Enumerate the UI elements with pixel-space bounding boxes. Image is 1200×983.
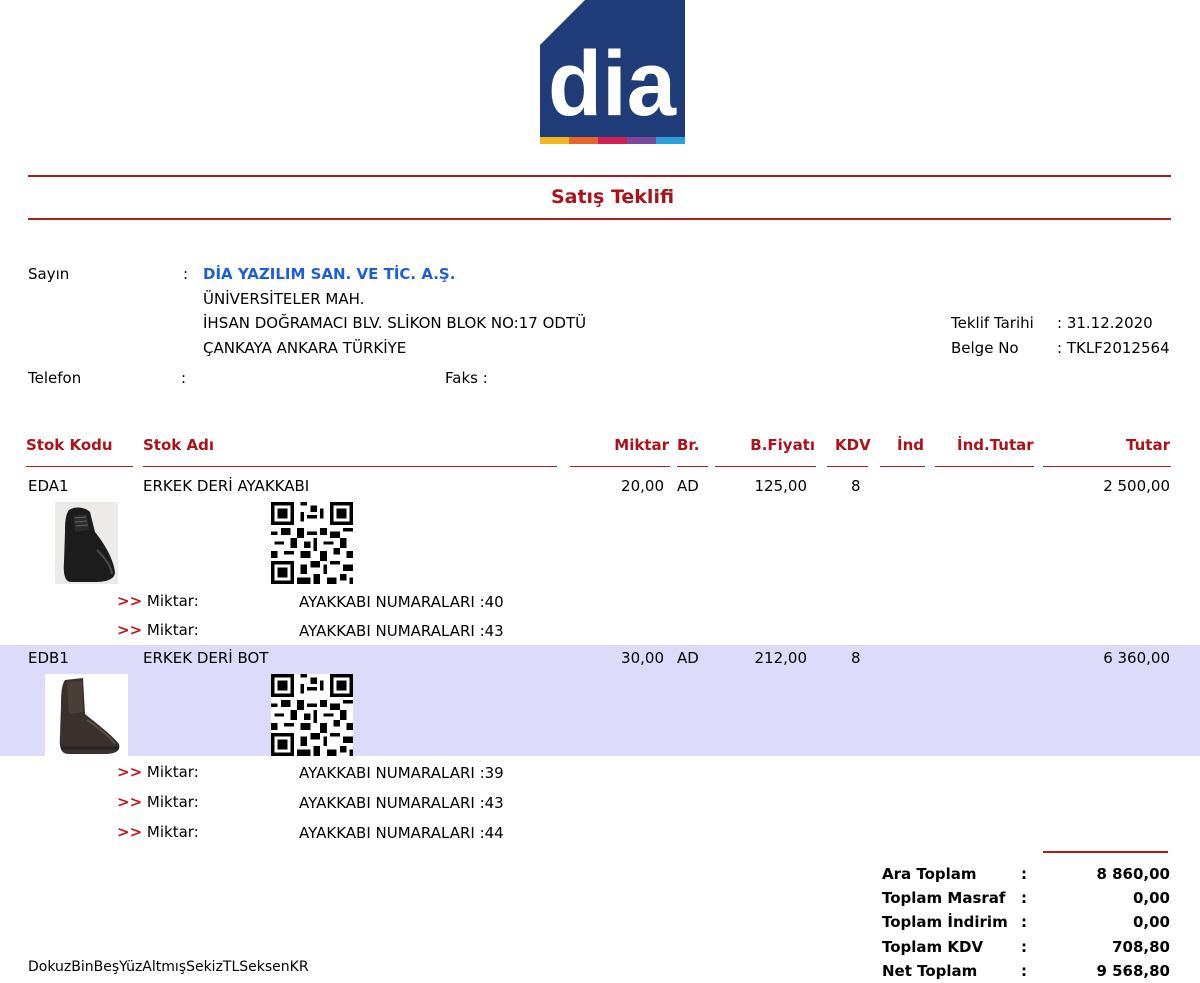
detail-text: AYAKKABI NUMARALARI :43 [299,622,504,640]
docno-label: Belge No [951,339,1019,357]
header-underline [570,466,670,467]
detail-line [117,823,199,841]
detail-arrow-icon: >> [117,592,143,610]
logo-text: dia [548,33,677,135]
row-unit-price: 212,00 [754,649,807,667]
totals-rule [1043,851,1168,853]
detail-label: Miktar: [146,793,199,811]
row-vat: 8 [851,649,861,667]
fax-label: Faks : [445,369,488,387]
row-stock-code: EDB1 [28,649,69,667]
detail-text: AYAKKABI NUMARALARI :44 [299,824,504,842]
customer-address-2: İHSAN DOĞRAMACI BLV. SLİKON BLOK NO:17 ODTÜ [203,314,587,332]
title-top-rule [28,175,1171,177]
header-discount: İnd [897,436,924,454]
expense-value: 0,00 [1132,889,1170,907]
totals-colon: : [1021,962,1027,980]
discount-label: Toplam İndirim [882,913,1008,931]
header-stock-code: Stok Kodu [26,436,113,454]
detail-label: Miktar: [146,621,199,639]
detail-arrow-icon: >> [117,621,143,639]
customer-name: DİA YAZILIM SAN. VE TİC. A.Ş. [203,265,456,283]
docno-value: : TKLF2012564 [1057,339,1170,357]
totals-colon: : [1021,889,1027,907]
row-unit: AD [677,649,699,667]
net-total-value: 9 568,80 [1096,962,1170,980]
header-discount-amount: İnd.Tutar [957,436,1034,454]
row-unit-price: 125,00 [754,477,807,495]
row-qty: 30,00 [621,649,664,667]
header-unit: Br. [677,436,700,454]
totals-colon: : [1021,938,1027,956]
header-unit-price: B.Fiyatı [750,436,815,454]
header-vat: KDV [835,436,871,454]
detail-line [117,763,199,781]
totals-colon: : [1021,865,1027,883]
net-total-label: Net Toplam [882,962,978,980]
detail-arrow-icon: >> [117,763,143,781]
vat-total-value: 708,80 [1112,938,1170,956]
header-underline [715,466,816,467]
detail-label: Miktar: [146,592,199,610]
phone-colon: : [181,369,187,387]
detail-arrow-icon: >> [117,823,143,841]
header-underline [26,466,133,467]
vat-total-label: Toplam KDV [882,938,984,956]
phone-label: Telefon [28,369,82,387]
row-stock-name: ERKEK DERİ BOT [143,649,269,667]
detail-text: AYAKKABI NUMARALARI :39 [299,764,504,782]
date-label: Teklif Tarihi [951,314,1034,332]
header-stock-name: Stok Adı [143,436,214,454]
subtotal-label: Ara Toplam [882,865,977,883]
customer-address-3: ÇANKAYA ANKARA TÜRKİYE [203,339,407,357]
header-underline [143,466,557,467]
header-underline [827,466,868,467]
header-qty: Miktar [614,436,669,454]
row-unit: AD [677,477,699,495]
product-image [55,502,118,584]
detail-arrow-icon: >> [117,793,143,811]
row-stock-code: EDA1 [28,477,69,495]
row-qty: 20,00 [621,477,664,495]
subtotal-value: 8 860,00 [1096,865,1170,883]
header-underline [677,466,708,467]
customer-label: Sayın [28,265,70,283]
row-total: 6 360,00 [1103,649,1170,667]
row-total: 2 500,00 [1103,477,1170,495]
customer-address-1: ÜNİVERSİTELER MAH. [203,290,365,308]
detail-text: AYAKKABI NUMARALARI :40 [299,593,504,611]
header-underline [1043,466,1171,467]
header-total: Tutar [1126,436,1170,454]
detail-line [117,793,199,811]
date-value: : 31.12.2020 [1057,314,1153,332]
detail-text: AYAKKABI NUMARALARI :43 [299,794,504,812]
expense-label: Toplam Masraf [882,889,1006,907]
row-stock-name: ERKEK DERİ AYAKKABI [143,477,310,495]
product-image [45,674,128,756]
totals-colon: : [1021,913,1027,931]
detail-line [117,621,199,639]
document-title: Satış Teklifi [550,186,675,208]
header-underline [935,466,1034,467]
title-bottom-rule [28,218,1171,220]
product-qr-code [271,674,353,756]
header-underline [880,466,925,467]
amount-in-words: DokuzBinBeşYüzAltmışSekizTLSeksenKR [28,959,309,975]
detail-line [117,592,199,610]
detail-label: Miktar: [146,763,199,781]
customer-colon: : [183,265,189,283]
product-qr-code [271,502,353,584]
discount-value: 0,00 [1132,913,1170,931]
detail-label: Miktar: [146,823,199,841]
row-vat: 8 [851,477,861,495]
company-logo [540,0,685,144]
